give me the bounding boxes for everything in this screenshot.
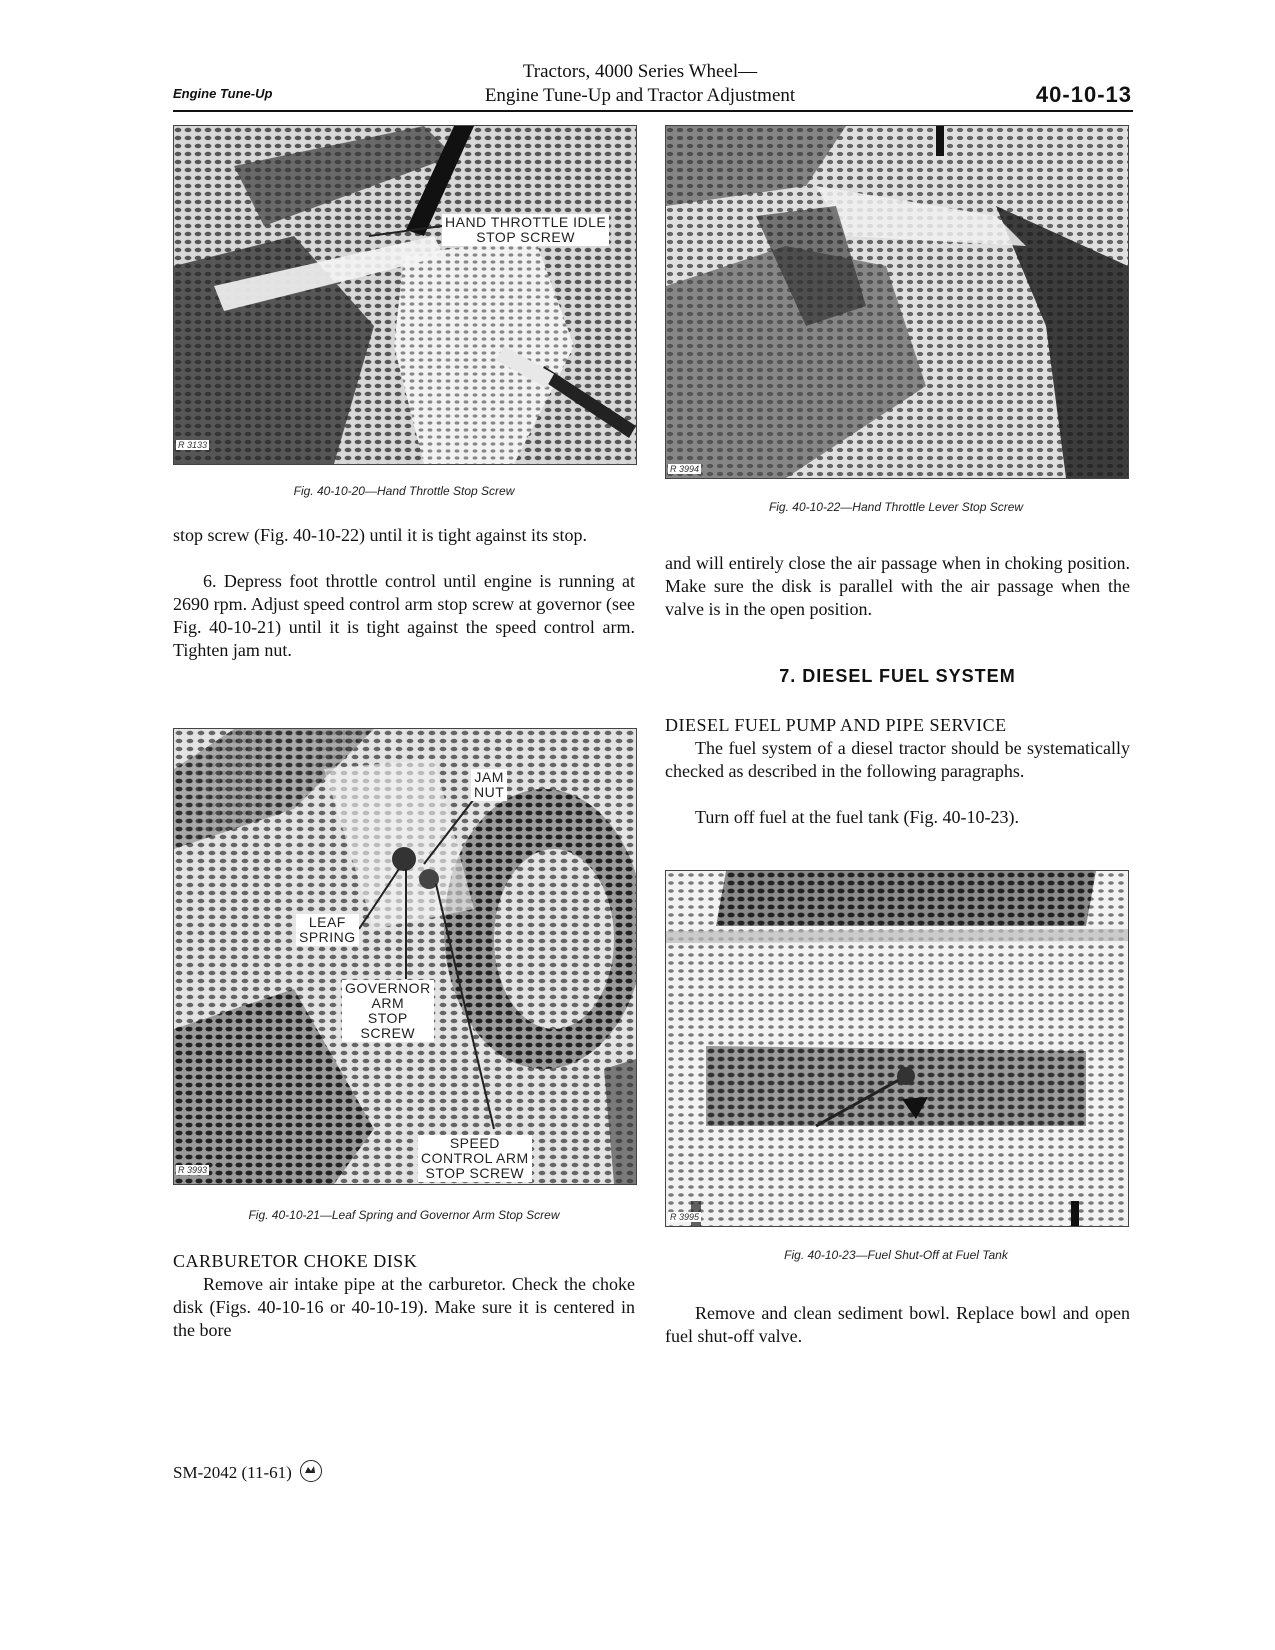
right-text-block-2 (665, 714, 1130, 829)
figure-21-id: R 3993 (178, 1165, 208, 1175)
figure-23-photo (665, 870, 1129, 1227)
right-text-block-1 (665, 552, 1130, 621)
figure-23-caption: Fig. 40-10-23—Fuel Shut-Off at Fuel Tank (784, 1248, 1008, 1262)
paragraph-carburetor-continued: and will entirely close the air passage when in choking position. Make sure the disk is parallel with the air passage when the valve is in the open position. (665, 553, 1130, 619)
figure-21-caption: Fig. 40-10-21—Leaf Spring and Governor Arm Stop Screw (248, 1208, 560, 1222)
callout-jam-nut: JAM NUT (471, 769, 507, 801)
footer-code: SM-2042 (11-61) (173, 1463, 292, 1482)
figure-20-photo (173, 125, 637, 465)
figure-22-id: R 3994 (670, 464, 700, 474)
header-title-line1: Tractors, 4000 Series Wheel— (522, 61, 758, 82)
heading-carburetor-choke-disk: CARBURETOR CHOKE DISK (173, 1251, 418, 1271)
left-text-block-2 (173, 1250, 635, 1342)
header-section: Engine Tune-Up (173, 86, 273, 101)
figure-23-id: R 3995 (670, 1212, 700, 1222)
left-text-block-1 (173, 524, 635, 662)
page-number: 40-10-13 (1035, 82, 1132, 107)
section-heading-diesel-fuel-system: 7. DIESEL FUEL SYSTEM (779, 666, 1016, 686)
figure-20-caption: Fig. 40-10-20—Hand Throttle Stop Screw (293, 484, 515, 498)
header-title-line2: Engine Tune-Up and Tractor Adjustment (484, 85, 796, 106)
footer-document-code (173, 1460, 322, 1483)
paragraph-turn-off-fuel: Turn off fuel at the fuel tank (Fig. 40-10-23). (695, 807, 1019, 827)
callout-leaf-spring: LEAF SPRING (296, 914, 359, 946)
paragraph-diesel-fuel-system: The fuel system of a diesel tractor should be systematically checked as described in the following paragraphs. (665, 738, 1130, 781)
callout-hand-throttle-idle-stop-screw: HAND THROTTLE IDLE STOP SCREW (442, 214, 609, 246)
paragraph-remove-sediment-bowl: Remove and clean sediment bowl. Replace bowl and open fuel shut-off valve. (665, 1303, 1130, 1346)
callout-governor-arm-stop-screw: GOVERNOR ARM STOP SCREW (342, 980, 434, 1042)
manufacturer-logo-icon (300, 1460, 322, 1482)
figure-20-id: R 3133 (178, 440, 208, 450)
paragraph-stop-screw-continued: stop screw (Fig. 40-10-22) until it is tight against its stop. (173, 525, 587, 545)
header-title (440, 60, 840, 108)
callout-speed-control-arm-stop-screw: SPEED CONTROL ARM STOP SCREW (418, 1135, 532, 1182)
figure-22-caption: Fig. 40-10-22—Hand Throttle Lever Stop Screw (768, 500, 1024, 514)
figure-22-photo (665, 125, 1129, 479)
paragraph-step-6: 6. Depress foot throttle control until engine is running at 2690 rpm. Adjust speed control arm stop screw at governor (see Fig. 40-10-21) until it is tight against the speed control arm. Tighten jam nut. (173, 571, 635, 660)
right-text-block-3 (665, 1302, 1130, 1348)
paragraph-carburetor: Remove air intake pipe at the carburetor. Check the choke disk (Figs. 40-10-16 or 40-10-19). Make sure it is centered in the bore (173, 1274, 635, 1340)
header-rule (173, 110, 1133, 112)
heading-diesel-fuel-pump: DIESEL FUEL PUMP AND PIPE SERVICE (665, 715, 1007, 735)
figure-21-photo (173, 728, 637, 1185)
